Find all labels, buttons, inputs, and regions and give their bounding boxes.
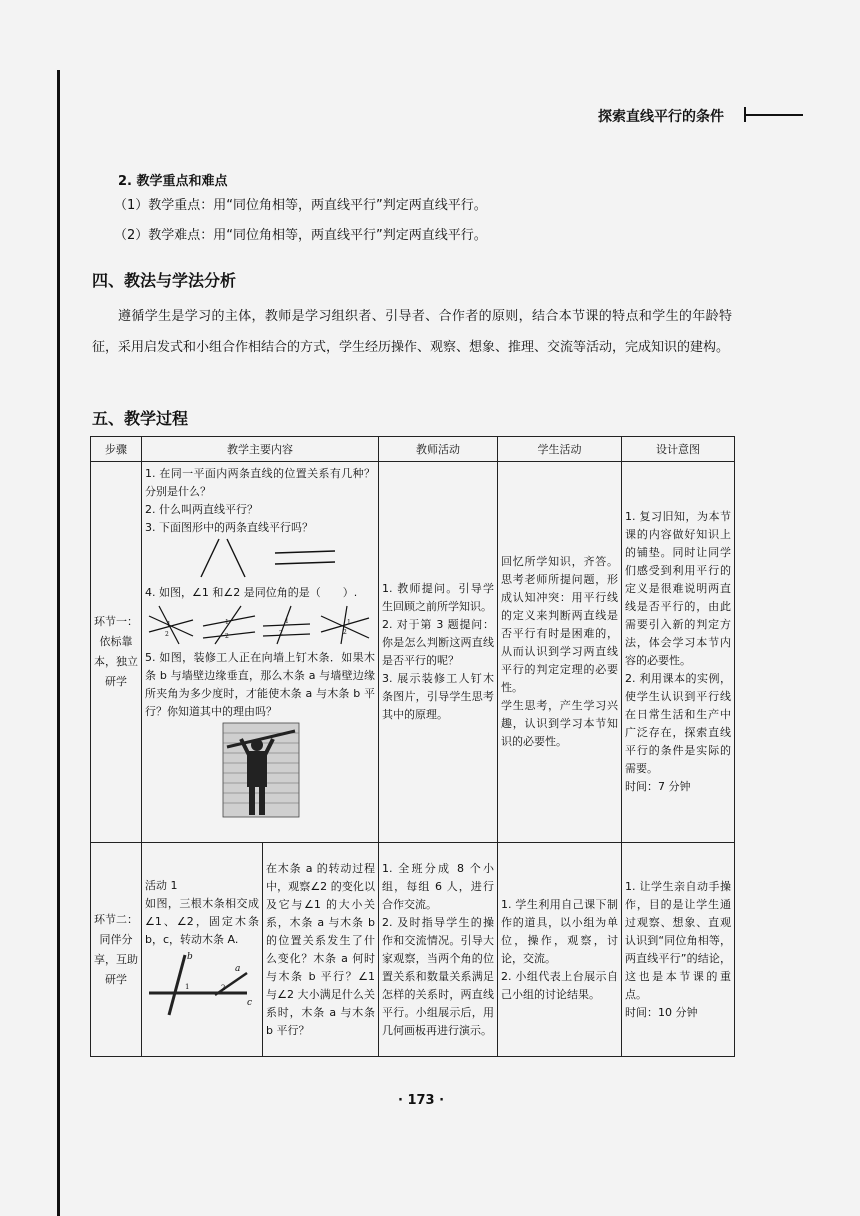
question-4: 4. 如图，∠1 和∠2 是同位角的是（ ）. — [145, 586, 358, 599]
row1-step: 环节一：依标靠本，独立研学 — [91, 462, 142, 843]
label-c: c — [247, 998, 253, 1008]
row2-student — [498, 843, 622, 1057]
key-point-text: （1）教学重点：用“同位角相等，两直线平行”判定两直线平行。 — [114, 198, 487, 213]
svg-text:1: 1 — [167, 621, 171, 628]
svg-text:1: 1 — [285, 618, 289, 625]
teacher-activity-3: 3. 展示装修工人钉木条图片，引导学生思考其中的原理。 — [382, 672, 494, 721]
teacher-activity-2: 2. 对于第 3 题提问：你是怎么判断这两直线是否平行的呢？ — [382, 618, 494, 667]
question-5: 5. 如图，装修工人正在向墙上钉木条．如果木条 b 与墙壁边缘垂直，那么木条 a 与墙壁边缘所夹角为多少度时，才能使木条 a 与木条 b 平行？你知道其中的理由吗？ — [145, 651, 375, 718]
header-intent: 设计意图 — [622, 437, 735, 462]
label-angle-1: 1 — [185, 983, 190, 991]
page-spine-line — [57, 70, 60, 1216]
difficulty-text: （2）教学难点：用“同位角相等，两直线平行”判定两直线平行。 — [114, 228, 487, 243]
teacher-activity-1: 1. 全班分成 8 个小组，每组 6 人，进行合作交流。 — [382, 861, 494, 911]
header-step: 步骤 — [91, 437, 142, 462]
section-5-heading: 五、教学过程 — [92, 409, 189, 428]
page-number: · 173 · — [398, 1093, 445, 1108]
label-a: a — [235, 964, 241, 974]
svg-text:2: 2 — [165, 631, 169, 638]
lines-figure — [145, 537, 375, 581]
header-rule — [745, 114, 803, 116]
wood-strips-figure — [145, 949, 257, 1019]
row1-student — [498, 462, 622, 843]
header-content: 教学主要内容 — [142, 437, 379, 462]
section-4-heading: 四、教法与学法分析 — [92, 271, 237, 290]
row2-step: 环节二：同伴分享，互助研学 — [91, 843, 142, 1057]
header-student: 学生活动 — [498, 437, 622, 462]
time-allocation: 时间：7 分钟 — [625, 780, 691, 793]
activity-question: 在木条 a 的转动过程中，观察∠2 的变化以及它与∠1 的大小关系，木条 a 与木条 b 的位置关系发生了什么变化？木条 a 何时与木条 b 平行？∠1 与∠2 大小满足什么关系时，木条 a 与木条 b 平行？ — [266, 861, 375, 1037]
row2-activity — [142, 843, 263, 1057]
table-header-row — [91, 437, 735, 462]
running-header-title: 探索直线平行的条件 — [598, 109, 724, 125]
student-activity-2: 学生思考，产生学习兴趣，认识到学习本节知识的必要性。 — [501, 699, 618, 748]
svg-text:2: 2 — [279, 630, 283, 637]
row1-content — [142, 462, 379, 843]
svg-text:1: 1 — [347, 619, 351, 626]
student-activity-2: 2. 小组代表上台展示自己小组的讨论结果。 — [501, 969, 618, 1001]
table-row — [91, 462, 735, 843]
worker-photo — [145, 721, 375, 819]
svg-text:2: 2 — [225, 633, 229, 640]
label-angle-2: 2 — [221, 984, 226, 992]
question-1: 1. 在同一平面内两条直线的位置关系有几种？分别是什么？ — [145, 467, 375, 498]
student-activity-1: 回忆所学知识，齐答。思考老师所提问题，形成认知冲突：用平行线的定义来判断两直线是否平行有时是困难的，从而认识到学习两直线平行的判定定理的必要性。 — [501, 555, 618, 694]
activity-title: 活动 1 — [145, 879, 178, 892]
svg-text:2: 2 — [343, 629, 347, 636]
design-intent-1: 1. 让学生亲自动手操作，目的是让学生通过观察、想象、直观认识到“同位角相等，两直线平行”的结论，这也是本节课的重点。 — [625, 879, 731, 1001]
question-3: 3. 下面图形中的两条直线平行吗？ — [145, 521, 313, 534]
design-intent-2: 2. 利用课本的实例，使学生认识到平行线在日常生活和生产中广泛存在，探索直线平行的条件是实际的需要。 — [625, 672, 731, 775]
row2-teacher — [379, 843, 498, 1057]
angle-options-figure — [145, 602, 375, 646]
student-activity-1: 1. 学生利用自己课下制作的道具，以小组为单位，操作，观察，讨论，交流。 — [501, 897, 618, 965]
row1-teacher — [379, 462, 498, 843]
section-4-body: 遵循学生是学习的主体，教师是学习组织者、引导者、合作者的原则，结合本节课的特点和学生的年龄特征，采用启发式和小组合作相结合的方式，学生经历操作、观察、想象、推理、交流等活动，完成知识的建构。 — [92, 309, 732, 355]
row2-intent — [622, 843, 735, 1057]
design-intent-1: 1. 复习旧知，为本节课的内容做好知识上的铺垫。同时让同学们感受到利用平行的定义是很难说明两直线是否平行的，由此需要引入新的判定方法，体会学习本节内容的必要性。 — [625, 510, 731, 667]
svg-text:1: 1 — [225, 619, 229, 626]
header-teacher: 教师活动 — [379, 437, 498, 462]
teaching-process-table — [90, 436, 735, 1057]
row2-question — [263, 843, 379, 1057]
time-allocation: 时间：10 分钟 — [625, 1005, 698, 1019]
table-row — [91, 843, 735, 1057]
row1-intent — [622, 462, 735, 843]
teacher-activity-1: 1. 教师提问。引导学生回顾之前所学知识。 — [382, 582, 494, 613]
activity-description: 如图，三根木条相交成∠1、∠2，固定木条 b，c，转动木条 A. — [145, 897, 259, 946]
label-b: b — [187, 952, 193, 962]
question-2: 2. 什么叫两直线平行？ — [145, 503, 258, 516]
teacher-activity-2: 2. 及时指导学生的操作和交流情况。引导大家观察，当两个角的位置关系和数量关系满足怎样的关系时，两直线平行。小组展示后，用几何画板再进行演示。 — [382, 915, 494, 1037]
key-difficulty-subtitle: 2. 教学重点和难点 — [118, 174, 228, 189]
